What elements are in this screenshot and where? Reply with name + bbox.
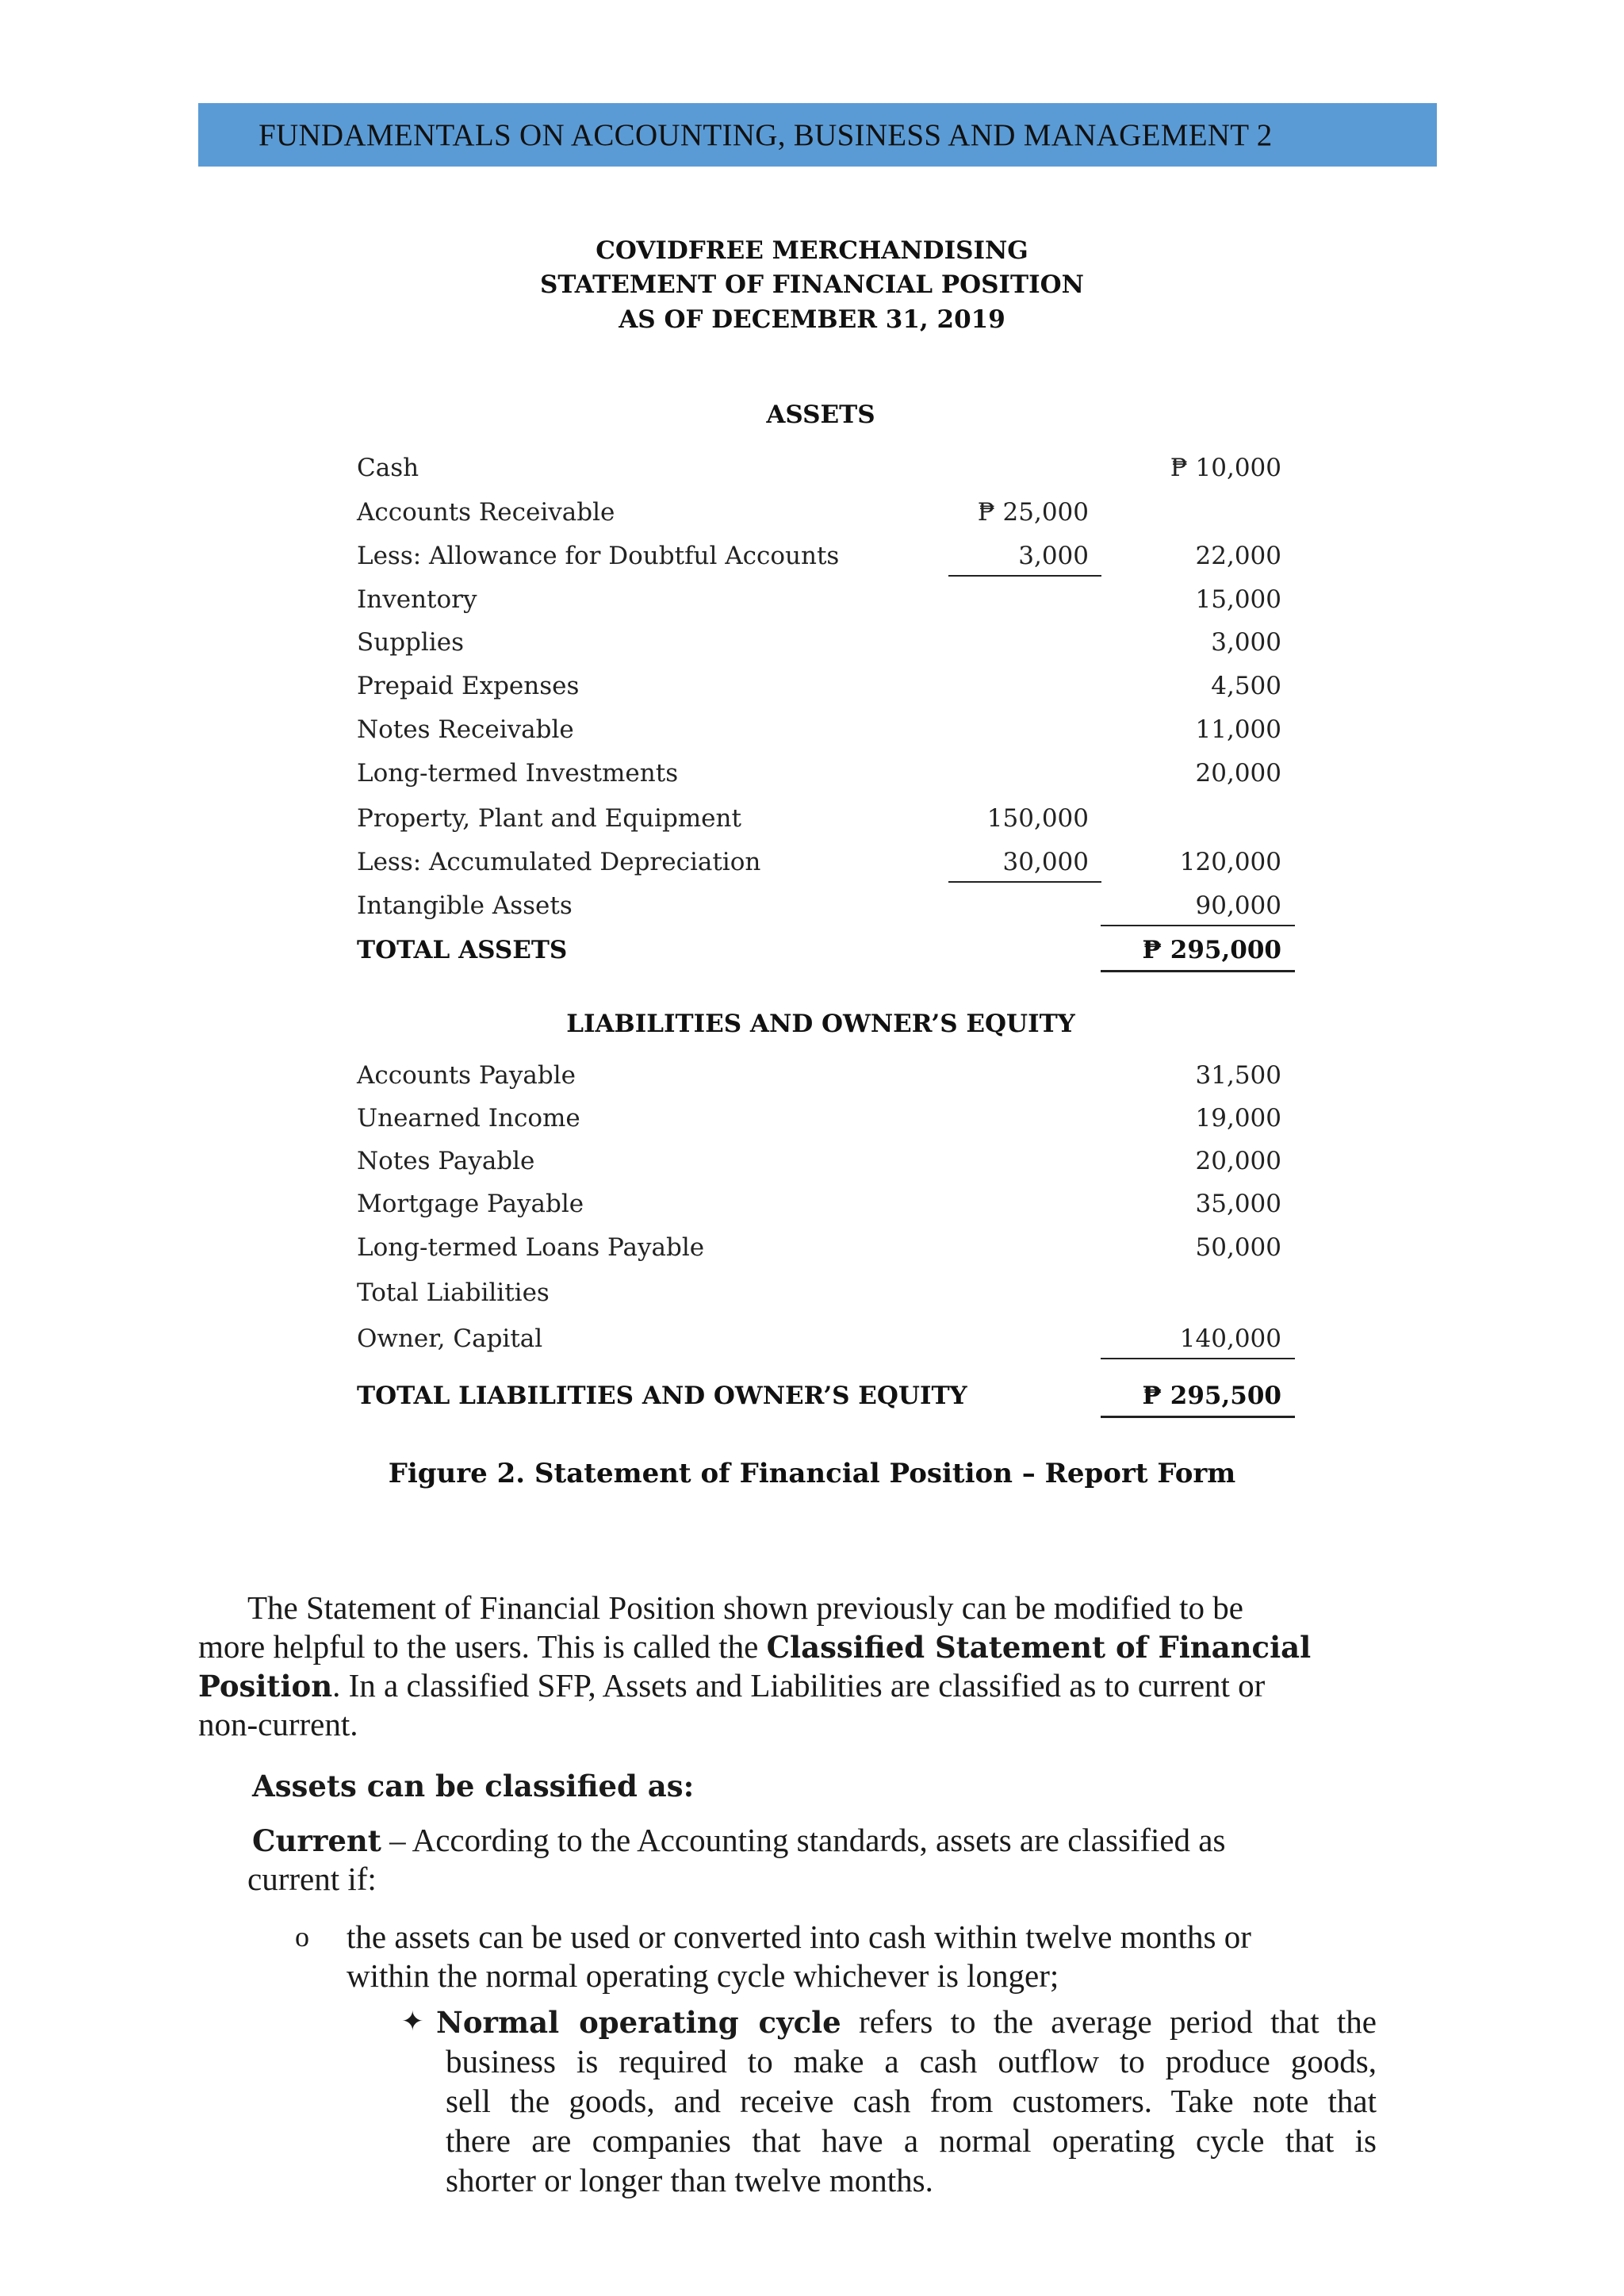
liabilities-heading: LIABILITIES AND OWNER’S EQUITY xyxy=(566,1010,1075,1038)
current-text: – According to the Accounting standards, assets are classified as xyxy=(381,1822,1226,1858)
liability-right: 20,000 xyxy=(1195,1147,1281,1175)
asset-right: 90,000 xyxy=(1195,891,1281,920)
total-liabilities-label: TOTAL LIABILITIES AND OWNER’S EQUITY xyxy=(357,1382,967,1410)
sub-bullet-line: there are companies that have a normal operating cycle that is xyxy=(446,2122,1377,2159)
sub-bullet-text: refers to the average period that the xyxy=(841,2003,1377,2040)
asset-right: ₱ 10,000 xyxy=(1170,454,1281,482)
liability-label: Owner, Capital xyxy=(357,1324,543,1353)
total-rule xyxy=(1101,925,1295,926)
total-assets-label: TOTAL ASSETS xyxy=(357,936,568,964)
asset-right: 15,000 xyxy=(1195,585,1281,614)
normal-operating-cycle-term: Normal operating cycle xyxy=(436,2005,841,2040)
sub-bullet-line: shorter or longer than twelve months. xyxy=(446,2162,933,2198)
asset-label: Cash xyxy=(357,454,419,482)
statement-title: STATEMENT OF FINANCIAL POSITION xyxy=(540,270,1084,299)
subtotal-rule xyxy=(948,881,1101,883)
header-title: FUNDAMENTALS ON ACCOUNTING, BUSINESS AND MANAGEMENT 2 xyxy=(259,117,1273,152)
bold-term: Position xyxy=(198,1669,333,1704)
liability-label: Mortgage Payable xyxy=(357,1190,584,1218)
liability-label: Accounts Payable xyxy=(357,1061,576,1090)
liability-right: 50,000 xyxy=(1195,1233,1281,1262)
bullet-line: the assets can be used or converted into cash within twelve months or xyxy=(347,1918,1251,1955)
asset-label: Intangible Assets xyxy=(357,891,573,920)
total-liabilities-value: ₱ 295,500 xyxy=(1142,1382,1281,1410)
sub-bullet-line xyxy=(436,2003,1377,2042)
bold-term: Classified Statement of Financial xyxy=(766,1630,1312,1665)
asset-label: Accounts Receivable xyxy=(357,498,615,527)
liability-label: Long-termed Loans Payable xyxy=(357,1233,705,1262)
asset-mid: ₱ 25,000 xyxy=(977,498,1089,527)
section-subheading xyxy=(252,1766,694,1806)
total-underline xyxy=(1101,1416,1295,1418)
liability-right: 19,000 xyxy=(1195,1104,1281,1133)
asset-right: 3,000 xyxy=(1211,628,1281,657)
liability-label: Notes Payable xyxy=(357,1147,535,1175)
asset-label: Long-termed Investments xyxy=(357,759,679,788)
asset-right: 20,000 xyxy=(1195,759,1281,788)
asset-label: Prepaid Expenses xyxy=(357,672,580,700)
star-bullet-icon: ✦ xyxy=(401,2006,424,2037)
liability-right: 140,000 xyxy=(1179,1324,1281,1353)
sub-bullet-line: business is required to make a cash outflow to produce goods, xyxy=(446,2043,1377,2079)
subtotal-rule xyxy=(948,575,1101,577)
liability-right: 35,000 xyxy=(1195,1190,1281,1218)
current-term: Current xyxy=(252,1823,381,1858)
assets-heading: ASSETS xyxy=(766,401,875,429)
paragraph-text: . In a classified SFP, Assets and Liabilities are classified as to current or xyxy=(332,1667,1266,1704)
paragraph-line: The Statement of Financial Position shown previously can be modified to be xyxy=(247,1589,1243,1626)
current-text-cont: current if: xyxy=(247,1861,377,1897)
asset-mid: 150,000 xyxy=(986,804,1089,833)
total-assets-value: ₱ 295,000 xyxy=(1142,936,1281,964)
sub-bullet-line: sell the goods, and receive cash from customers. Take note that xyxy=(446,2083,1377,2119)
asset-right: 11,000 xyxy=(1195,715,1281,744)
asset-label: Notes Receivable xyxy=(357,715,574,744)
assets-classified-label: Assets can be classified as: xyxy=(252,1769,695,1803)
asset-label: Less: Accumulated Depreciation xyxy=(357,848,761,876)
paragraph-line xyxy=(198,1627,1311,1667)
asset-label: Less: Allowance for Doubtful Accounts xyxy=(357,542,840,570)
paragraph-line: non-current. xyxy=(198,1706,358,1742)
total-rule xyxy=(1101,1358,1295,1359)
liability-label: Total Liabilities xyxy=(357,1278,550,1307)
asset-mid: 30,000 xyxy=(1002,848,1089,876)
bullet-marker: o xyxy=(295,1921,309,1953)
company-name: COVIDFREE MERCHANDISING xyxy=(596,236,1028,265)
header-bar xyxy=(198,103,1437,167)
figure-caption: Figure 2. Statement of Financial Position – Report Form xyxy=(388,1458,1236,1489)
statement-date: AS OF DECEMBER 31, 2019 xyxy=(619,305,1005,334)
total-underline xyxy=(1101,970,1295,972)
current-definition xyxy=(252,1821,1225,1861)
paragraph-line xyxy=(198,1666,1265,1706)
asset-mid: 3,000 xyxy=(1018,542,1089,570)
asset-label: Supplies xyxy=(357,628,464,657)
asset-label: Property, Plant and Equipment xyxy=(357,804,741,833)
paragraph-text: more helpful to the users. This is called the xyxy=(198,1628,767,1665)
bullet-line: within the normal operating cycle whichever is longer; xyxy=(347,1957,1059,1994)
asset-label: Inventory xyxy=(357,585,477,614)
asset-right: 4,500 xyxy=(1211,672,1281,700)
asset-right: 22,000 xyxy=(1195,542,1281,570)
asset-right: 120,000 xyxy=(1179,848,1281,876)
liability-label: Unearned Income xyxy=(357,1104,580,1133)
liability-right: 31,500 xyxy=(1195,1061,1281,1090)
